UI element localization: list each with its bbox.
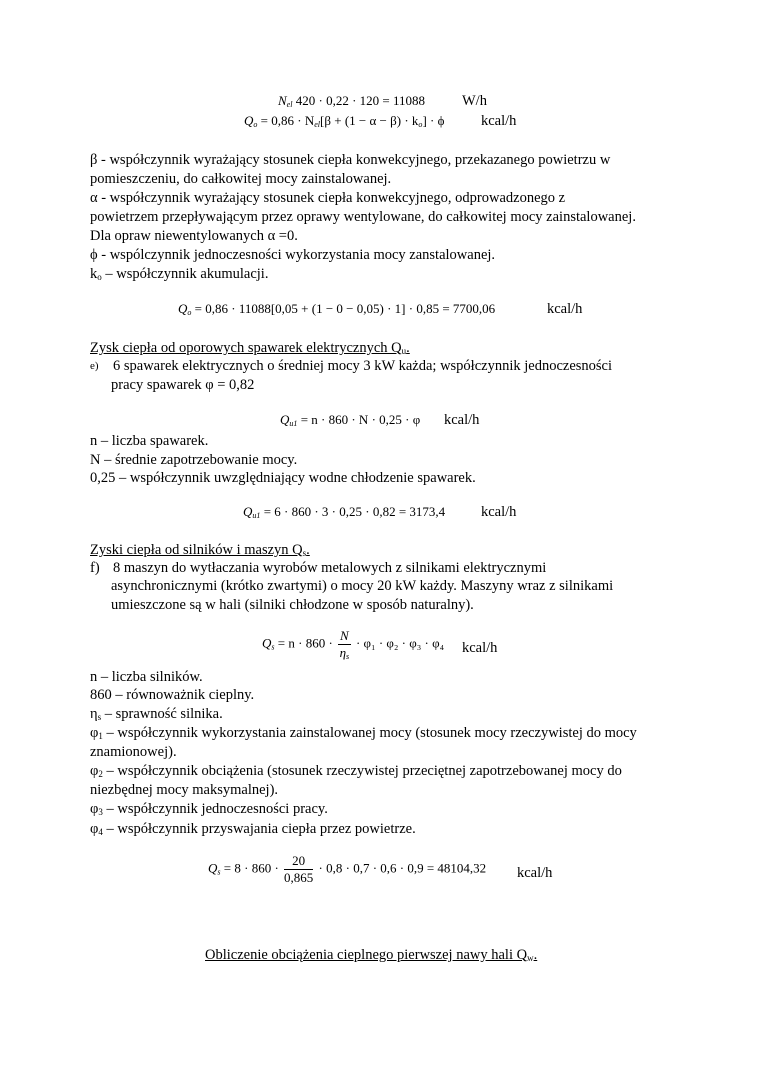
formula-qs-calc-unit: kcal/h <box>517 865 553 881</box>
motors-def-phi4: $\varphi_4$ – współczynnik przyswajania ciepła przez powietrze. <box>90 821 416 838</box>
motors-item-line1: 8 maszyn do wytłaczania wyrobów metalowych z silnikami elektrycznymi <box>113 560 547 576</box>
formula-nel: $N_{el}$ 420 · 0,22 · 120 = 11088 <box>278 93 425 109</box>
formula-qs-unit: kcal/h <box>462 640 498 656</box>
final-heading: Obliczenie obciążenia cieplnego pierwszej nawy hali $Q_w$. <box>205 947 538 964</box>
motors-item-line3: umieszczone są w hali (silniki chłodzone w sposób naturalny). <box>111 597 474 613</box>
formula-qo-unit: kcal/h <box>481 113 517 129</box>
motors-list-marker: f) <box>90 560 100 576</box>
def-ko: $k_o$ – współczynnik akumulacji. <box>90 266 269 283</box>
motors-def-phi1-line2: znamionowej). <box>90 744 177 760</box>
def-beta-line1: β - współczynnik wyrażający stosunek ciepła konwekcyjnego, przekazanego powietrzu w <box>90 152 611 168</box>
motors-heading: Zyski ciepła od silników i maszyn $Q_s$. <box>90 542 310 559</box>
motors-def-phi3: $\varphi_3$ – współczynnik jednoczesności pracy. <box>90 801 328 818</box>
welding-item-line2: pracy spawarek φ = 0,82 <box>111 377 255 393</box>
motors-def-phi2: $\varphi_2$ – współczynnik obciążenia (stosunek rzeczywistej przeciętnej zapotrzebowanej mocy do <box>90 763 622 780</box>
formula-qu1-calc: $Q_{u1} = 6 \cdot 860 \cdot 3 \cdot 0,25 \cdot 0,82 = 3173,4$ <box>243 504 446 520</box>
motors-def-phi2-line2: niezbędnej mocy maksymalnej). <box>90 782 279 798</box>
def-phi: ϕ - wspólczynnik jednoczesności wykorzystania mocy zanstalowanej. <box>90 247 496 263</box>
formula-qs-calc: $Q_s = 8 \cdot 860$ · $\frac{20}{0,865}$ · 0,8 · 0,7 · 0,6 · 0,9 = 48104,32 <box>208 853 487 885</box>
motors-def-n: n – liczba silników. <box>90 669 203 685</box>
formula-qs-calc-fraction: $\frac{20}{0,865}$ <box>284 853 314 885</box>
formula-qs-fraction: $\frac{N}{\eta_s}$ <box>339 628 350 661</box>
formula-qu1-calc-unit: kcal/h <box>481 504 517 520</box>
formula-qs-general: $Q_s = n \cdot 860$ · $\frac{N}{\eta_s}$ · φ₁ · φ₂ · φ₃ · φ₄ <box>262 628 445 661</box>
motors-def-phi1: $\varphi_1$ – współczynnik wykorzystania zainstalowanej mocy (stosunek mocy rzeczywistej do mocy <box>90 725 637 742</box>
def-alpha-line1: α - współczynnik wyrażający stosunek ciepła konwekcyjnego, odprowadzonego z <box>90 190 566 206</box>
welding-item-line1: 6 spawarek elektrycznych o średniej mocy 3 kW każda; współczynnik jednoczesności <box>113 358 613 374</box>
formula-qu1-unit: kcal/h <box>444 412 480 428</box>
formula-qu1-general: $Q_{u1} = n \cdot 860 \cdot N \cdot 0,25 \cdot \varphi$ <box>280 412 421 428</box>
formula-qo-calc: $Q_o = 0,86 \cdot 11088[0,05 + (1 - 0 - 0,05) \cdot 1] \cdot 0,85 = 7700,06$ <box>178 301 496 317</box>
motors-item-line2: asynchronicznymi (krótko zwartymi) o mocy 20 kW każdy. Maszyny wraz z silnikami <box>111 578 614 594</box>
motors-def-860: 860 – równoważnik cieplny. <box>90 687 255 703</box>
welding-def-N: N – średnie zapotrzebowanie mocy. <box>90 452 298 468</box>
def-alpha-line2: powietrzem przepływającym przez oprawy wentylowane, do całkowitej mocy zainstalowanej. <box>90 209 636 225</box>
welding-def-n: n – liczba spawarek. <box>90 433 209 449</box>
formula-nel-rhs: 420 · 0,22 · 120 = 11088 <box>295 93 425 108</box>
formula-qo-general: $Q_o = 0,86 \cdot N_{el}[\beta + (1 - \alpha - \beta) \cdot k_o] \cdot \phi$ <box>244 113 445 129</box>
motors-def-eta: $\eta_s$ – sprawność silnika. <box>90 706 223 723</box>
formula-nel-unit: W/h <box>462 93 487 109</box>
def-alpha-line3: Dla opraw niewentylowanych α =0. <box>90 228 298 244</box>
formula-qo-calc-unit: kcal/h <box>547 301 583 317</box>
welding-heading: Zysk ciepła od oporowych spawarek elektrycznych $Q_u$. <box>90 340 410 357</box>
welding-list-marker: e) <box>90 360 99 372</box>
def-beta-line2: pomieszczeniu, do całkowitej mocy zainstalowanej. <box>90 171 392 187</box>
welding-def-025: 0,25 – współczynnik uwzględniający wodne chłodzenie spawarek. <box>90 470 476 486</box>
